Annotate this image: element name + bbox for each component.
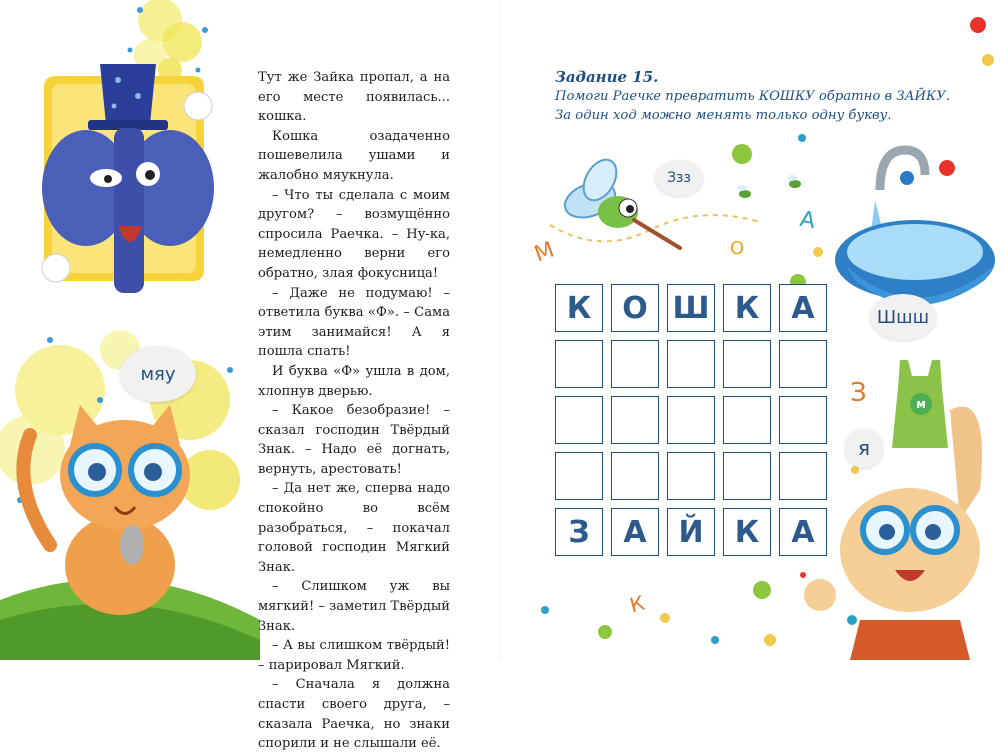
fly-speech-text: Ззз <box>667 170 691 186</box>
sink-illustration <box>835 130 1005 320</box>
bunny-illustration <box>800 380 1000 660</box>
grid-cell-end: З <box>555 508 603 556</box>
story-paragraph: – Даже не подумаю! – ответила буква «Ф». – Сама этим занимайся! А я пошла спать! <box>258 285 450 360</box>
floating-letter: З <box>850 378 867 408</box>
story-paragraph: И буква «Ф» ушла в дом, хлопнув дверью. <box>258 363 450 399</box>
magician-letter-illustration <box>38 58 218 303</box>
story-text <box>258 68 450 754</box>
grid-cell-end: К <box>723 508 771 556</box>
grid-cell-empty[interactable] <box>723 340 771 388</box>
shirt-letter-text: м <box>916 397 926 411</box>
small-flies-illustration <box>730 172 810 212</box>
sink-speech-bubble <box>870 294 936 340</box>
story-paragraph: – Да нет же, сперва надо спокойно во всём разобраться, – покачал головой господин Мягкий Знак. <box>258 481 450 575</box>
story-paragraph: – Слишком уж вы мягкий! – заметил Твёрдый Знак. <box>258 579 450 634</box>
grid-cell-empty[interactable] <box>667 452 715 500</box>
grid-cell-end: А <box>611 508 659 556</box>
grid-cell-empty[interactable] <box>667 340 715 388</box>
left-page <box>0 0 500 752</box>
grid-cell-start: Ш <box>667 284 715 332</box>
grid-cell-empty[interactable] <box>611 396 659 444</box>
grid-cell-empty[interactable] <box>611 452 659 500</box>
right-page <box>500 0 1000 660</box>
story-paragraph: – Какое безобразие! – сказал господин Твёрдый Знак. – Надо её догнать, вернуть, арестовать! <box>258 403 450 477</box>
task-line-2: За один ход можно менять только одну букву. <box>555 108 892 123</box>
grid-cell-empty[interactable] <box>779 340 827 388</box>
story-paragraph: – Что ты сделала с моим другом? – возмущённо спросила Раечка. – Ну-ка, немедленно верни его обратно, злая фокусница! <box>258 187 450 281</box>
grid-cell-start: К <box>555 284 603 332</box>
floating-letter: М <box>531 237 558 268</box>
ya-speech-text: я <box>857 436 871 460</box>
floating-letter: А <box>797 206 818 235</box>
task-line-1: Помоги Раечке превратить КОШКУ обратно в ЗАЙКУ. <box>555 89 950 104</box>
sink-speech-text: Шшш <box>876 306 930 328</box>
story-paragraph: – Сначала я должна спасти своего друга, – сказала Раечка, но знаки спорили и не слышали её. <box>258 677 450 752</box>
grid-cell-empty[interactable] <box>611 340 659 388</box>
grid-cell-end: Й <box>667 508 715 556</box>
cat-illustration <box>10 395 240 625</box>
grid-cell-start: К <box>723 284 771 332</box>
grid-cell-empty[interactable] <box>723 396 771 444</box>
grid-cell-empty[interactable] <box>555 340 603 388</box>
task-title: Задание 15. <box>555 68 659 86</box>
grid-cell-start: А <box>779 284 827 332</box>
grid-cell-empty[interactable] <box>555 452 603 500</box>
grid-cell-empty[interactable] <box>723 452 771 500</box>
floating-letter: К <box>627 590 648 618</box>
cat-speech-bubble <box>120 346 196 402</box>
floating-letter: О <box>730 238 745 259</box>
grid-cell-start: О <box>611 284 659 332</box>
cat-speech-text: мяу <box>140 363 176 385</box>
grid-cell-empty[interactable] <box>779 452 827 500</box>
grid-cell-empty[interactable] <box>667 396 715 444</box>
story-paragraph: Тут же Зайка пропал, а на его месте появилась... кошка. <box>258 70 450 125</box>
story-paragraph: – А вы слишком твёрдый! – парировал Мягкий. <box>258 638 450 673</box>
grid-cell-empty[interactable] <box>555 396 603 444</box>
grid-cell-end: А <box>779 508 827 556</box>
grid-cell-empty[interactable] <box>779 396 827 444</box>
story-paragraph: Кошка озадаченно пошевелила ушами и жалобно мяукнула. <box>258 128 450 183</box>
fly-speech-bubble <box>655 160 703 196</box>
